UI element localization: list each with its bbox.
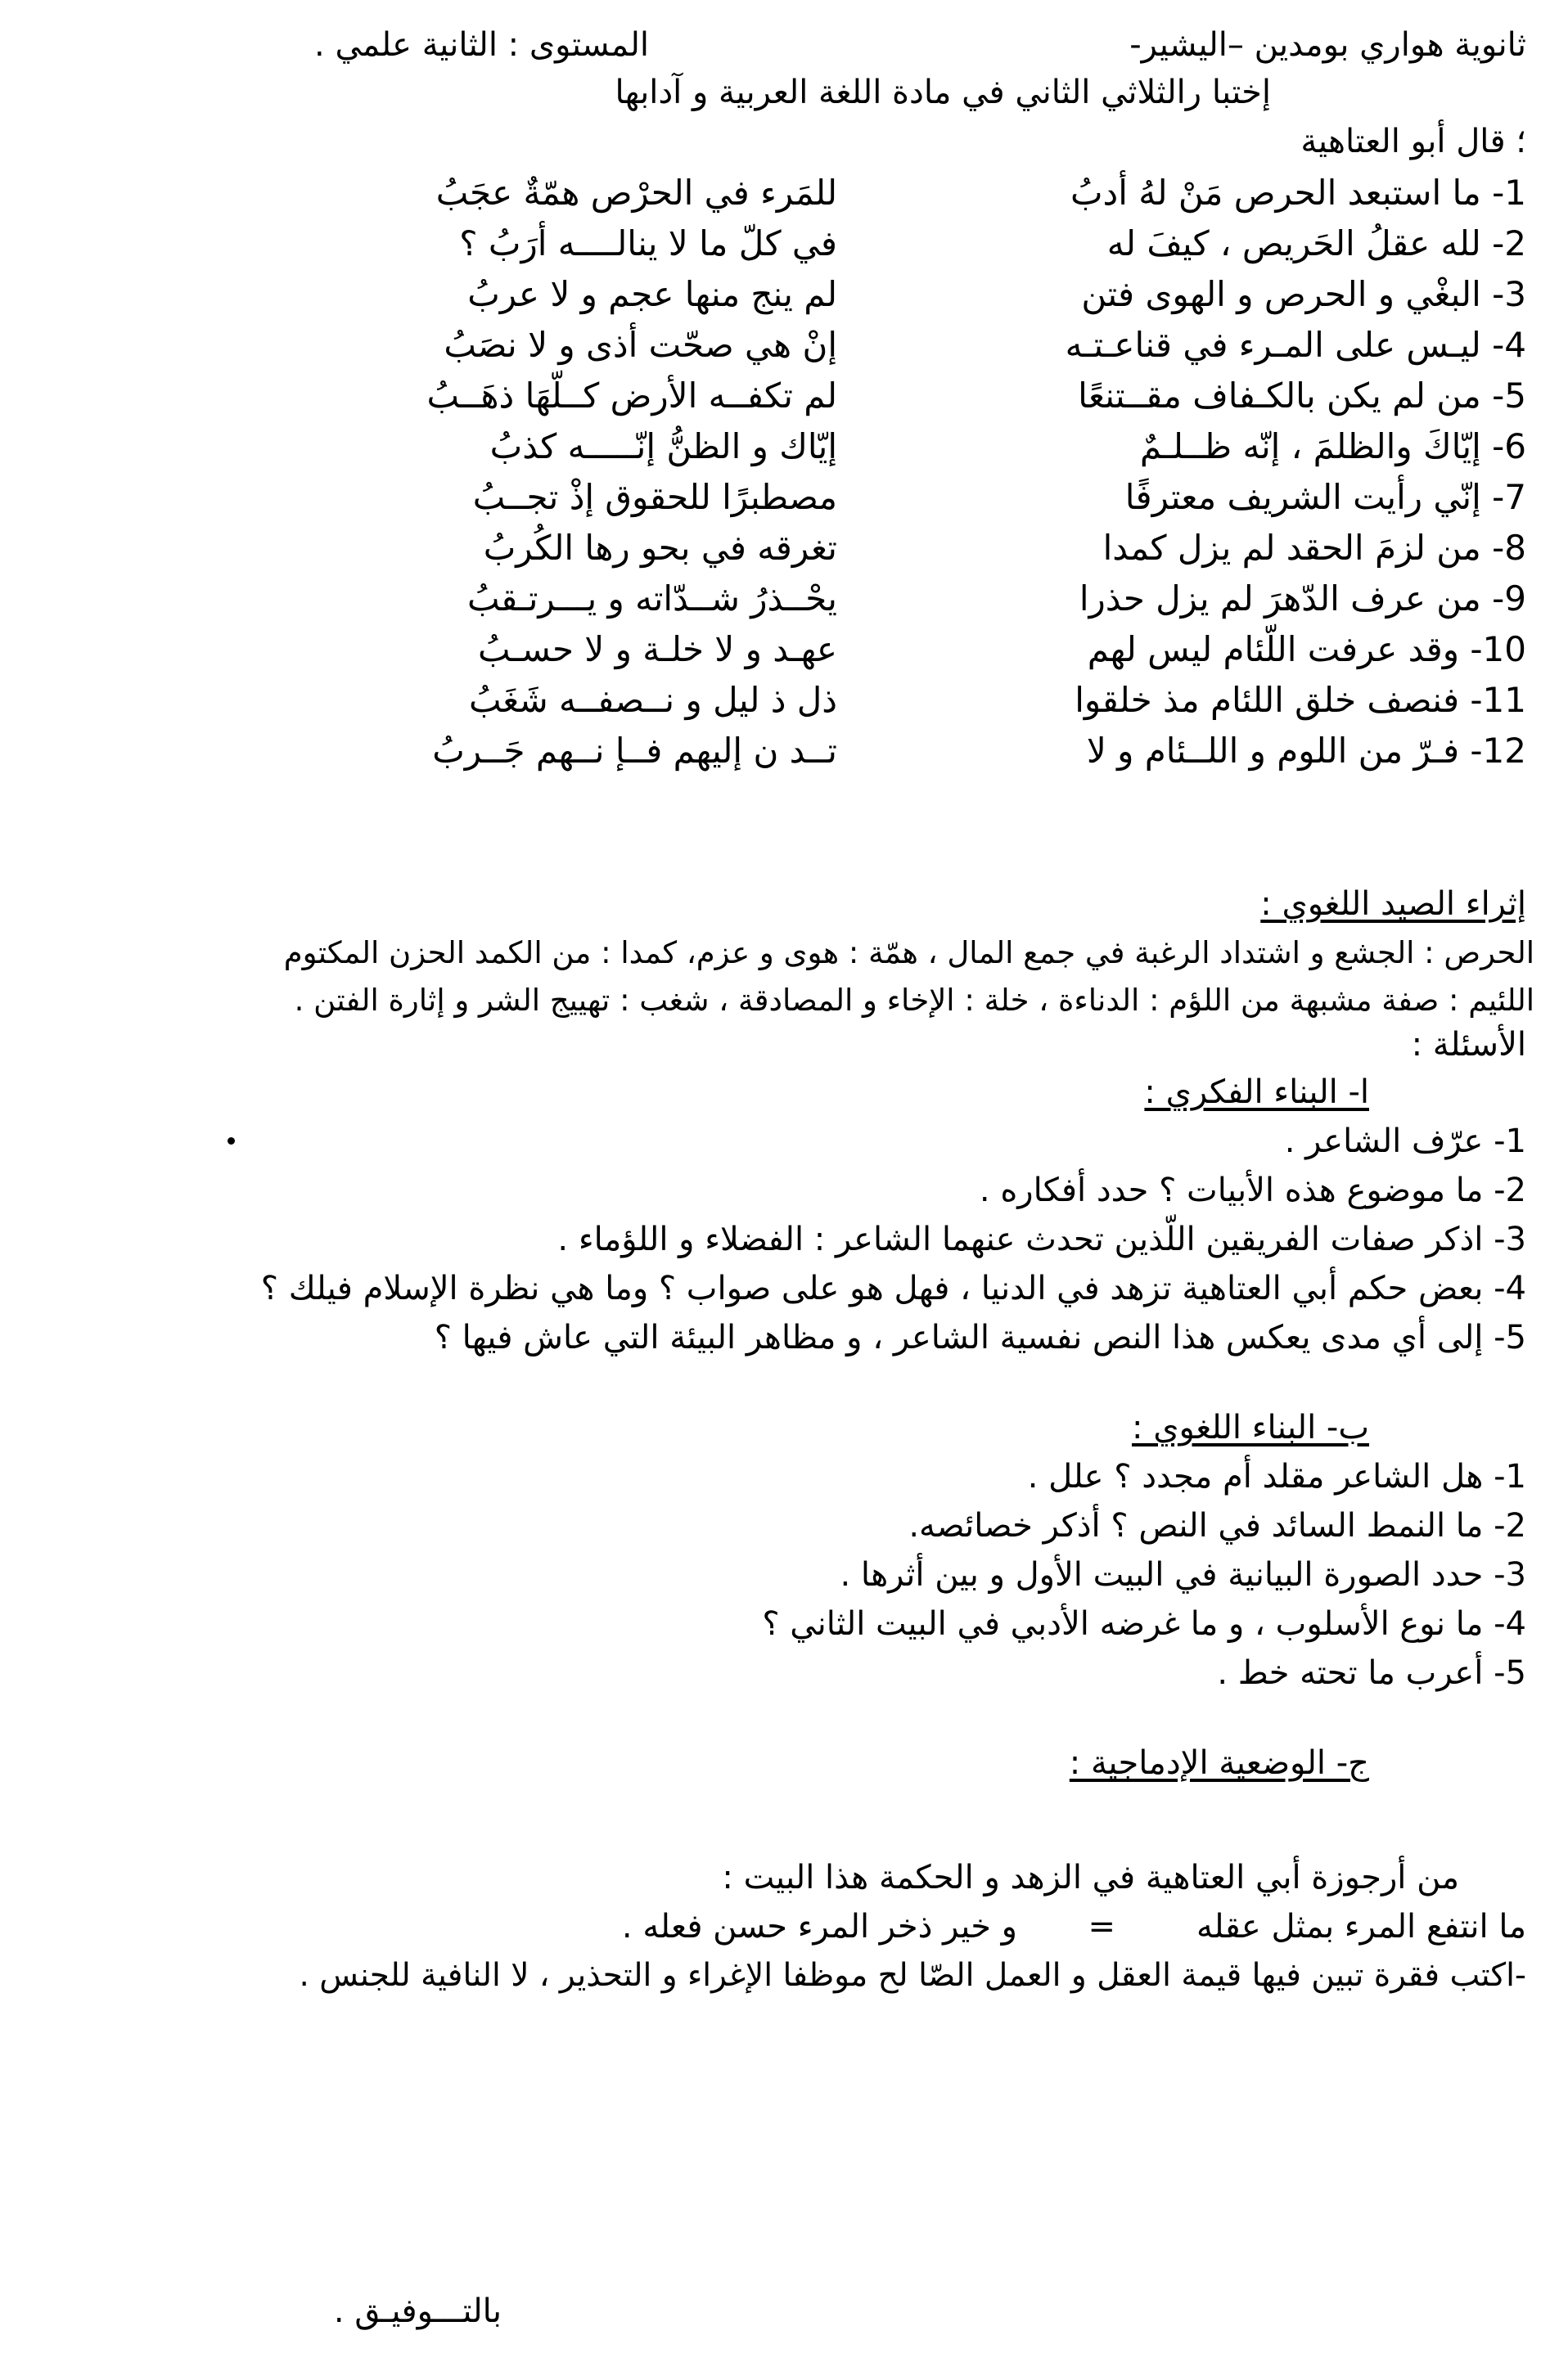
verse-3-first: 3- البغْي و الحرص و الهوى فتن (1081, 274, 1526, 314)
verse-12-second: تــد ن إليهم فــإ نــهم جَــربُ (432, 731, 837, 771)
section-b-item-1: 1- هل الشاعر مقلد أم مجدد ؟ علل . (1027, 1458, 1526, 1496)
verse-11-second: ذل ذ ليل و نــصفــه شَغَبُ (468, 680, 837, 720)
verse-1-second: للمَرء في الحرْص همّةٌ عجَبُ (435, 173, 837, 213)
section-a-item-1: 1- عرّف الشاعر . (1284, 1123, 1526, 1160)
verse-3-second: لم ينج منها عجم و لا عربُ (467, 274, 837, 314)
section-c-verse-separator: = (1088, 1908, 1115, 1946)
closing-text: بالتـــوفيـق . (333, 2292, 502, 2330)
vocab-line-2: اللئيم : صفة مشبهة من اللؤم : الدناءة ، خلة : الإخاء و المصادقة ، شغب : تهييج الشر و إثارة الفتن . (294, 983, 1534, 1018)
verse-12-first: 12- فـرّ من اللوم و اللــئام و لا (1086, 731, 1526, 771)
verse-7-second: مصطبرًا للحقوق إذْ تجــبُ (472, 477, 837, 517)
verse-4-second: إنْ هي صحّت أذى و لا نصَبُ (444, 325, 837, 365)
verse-10-second: عهـد و لا خلـة و لا حسـبُ (477, 629, 837, 669)
verse-2-first: 2- لله عقلُ الحَريص ، كيفَ له (1106, 223, 1526, 263)
class-level: المستوى : الثانية علمي . (314, 26, 649, 64)
verse-9-first: 9- من عرف الدّهرَ لم يزل حذرا (1079, 578, 1526, 619)
section-c-intro: من أرجوزة أبي العتاهية في الزهد و الحكمة هذا البيت : (722, 1859, 1459, 1896)
verse-8-second: تغرقه في بحو رها الكُربُ (483, 528, 837, 568)
section-b-item-4: 4- ما نوع الأسلوب ، و ما غرضه الأدبي في البيت الثاني ؟ (762, 1605, 1526, 1643)
school-name: ثانوية هواري بومدين –اليشير- (1129, 26, 1526, 64)
section-c-task: -اكتب فقرة تبين فيها قيمة العقل و العمل الصّا لح موظفا الإغراء و التحذير ، لا النافية للجنس . (299, 1957, 1526, 1994)
verse-8-first: 8- من لزمَ الحقد لم يزل كمدا (1102, 528, 1526, 568)
section-b-item-5: 5- أعرب ما تحته خط . (1217, 1654, 1526, 1692)
section-a-item-2: 2- ما موضوع هذه الأبيات ؟ حدد أفكاره . (979, 1172, 1526, 1209)
verse-7-first: 7- إنّي رأيت الشريف معترفًا (1124, 477, 1526, 517)
verse-6-second: إيّاك و الظنُّ إنّـــــه كذبُ (489, 426, 837, 466)
section-c-verse-second: و خير ذخر المرء حسن فعله . (621, 1908, 1017, 1946)
verse-5-first: 5- من لم يكن بالكـفاف مقــتنعًا (1078, 376, 1526, 416)
verse-1-first: 1- ما استبعد الحرص مَنْ لهُ أدبُ (1070, 173, 1526, 213)
section-c-verse-first: ما انتفع المرء بمثل عقله (1196, 1908, 1526, 1946)
poem-intro: ؛ قال أبو العتاهية (1300, 123, 1526, 160)
questions-label: الأسئلة : (1411, 1026, 1526, 1064)
section-b-heading: ب- البناء اللغوي : (1132, 1409, 1369, 1446)
stray-dot (228, 1137, 235, 1145)
vocab-line-1: الحرص : الجشع و اشتداد الرغبة في جمع المال ، همّة : هوى و عزم، كمدا : من الكمد الحزن المكتوم (283, 935, 1534, 970)
verse-10-first: 10- وقد عرفت اللّئام ليس لهم (1087, 629, 1526, 669)
verse-6-first: 6- إيّاكَ والظلمَ ، إنّه ظــلـمٌ (1139, 426, 1526, 466)
verse-5-second: لم تكفــه الأرض كــلّهَا ذهَــبُ (426, 376, 837, 416)
verse-9-second: يحْــذرُ شــدّاته و يـــرتـقبُ (466, 578, 837, 619)
verse-11-first: 11- فنصف خلق اللئام مذ خلقوا (1075, 680, 1526, 720)
section-c-heading: ج- الوضعية الإدماجية : (1069, 1744, 1369, 1782)
section-a-heading: ا- البناء الفكري : (1144, 1073, 1369, 1111)
section-a-item-3: 3- اذكر صفات الفريقين اللّذين تحدث عنهما الشاعر : الفضلاء و اللؤماء . (557, 1221, 1526, 1258)
verse-4-first: 4- ليـس على المـرء في قناعـتـه (1065, 325, 1526, 365)
section-a-item-4: 4- بعض حكم أبي العتاهية تزهد في الدنيا ، فهل هو على صواب ؟ وما هي نظرة الإسلام فيلك ؟ (260, 1270, 1526, 1307)
verse-2-second: في كلّ ما لا ينالــــه أرَبُ ؟ (459, 223, 837, 263)
section-b-item-2: 2- ما النمط السائد في النص ؟ أذكر خصائصه. (908, 1507, 1526, 1545)
section-a-item-5: 5- إلى أي مدى يعكس هذا النص نفسية الشاعر ، و مظاهر البيئة التي عاش فيها ؟ (434, 1319, 1526, 1356)
vocab-heading: إثراء الصيد اللغوي : (1260, 885, 1526, 923)
section-b-item-3: 3- حدد الصورة البيانية في البيت الأول و بين أثرها . (840, 1556, 1526, 1594)
exam-title: إختبا رالثلاثي الثاني في مادة اللغة العربية و آدابها (615, 74, 1271, 111)
